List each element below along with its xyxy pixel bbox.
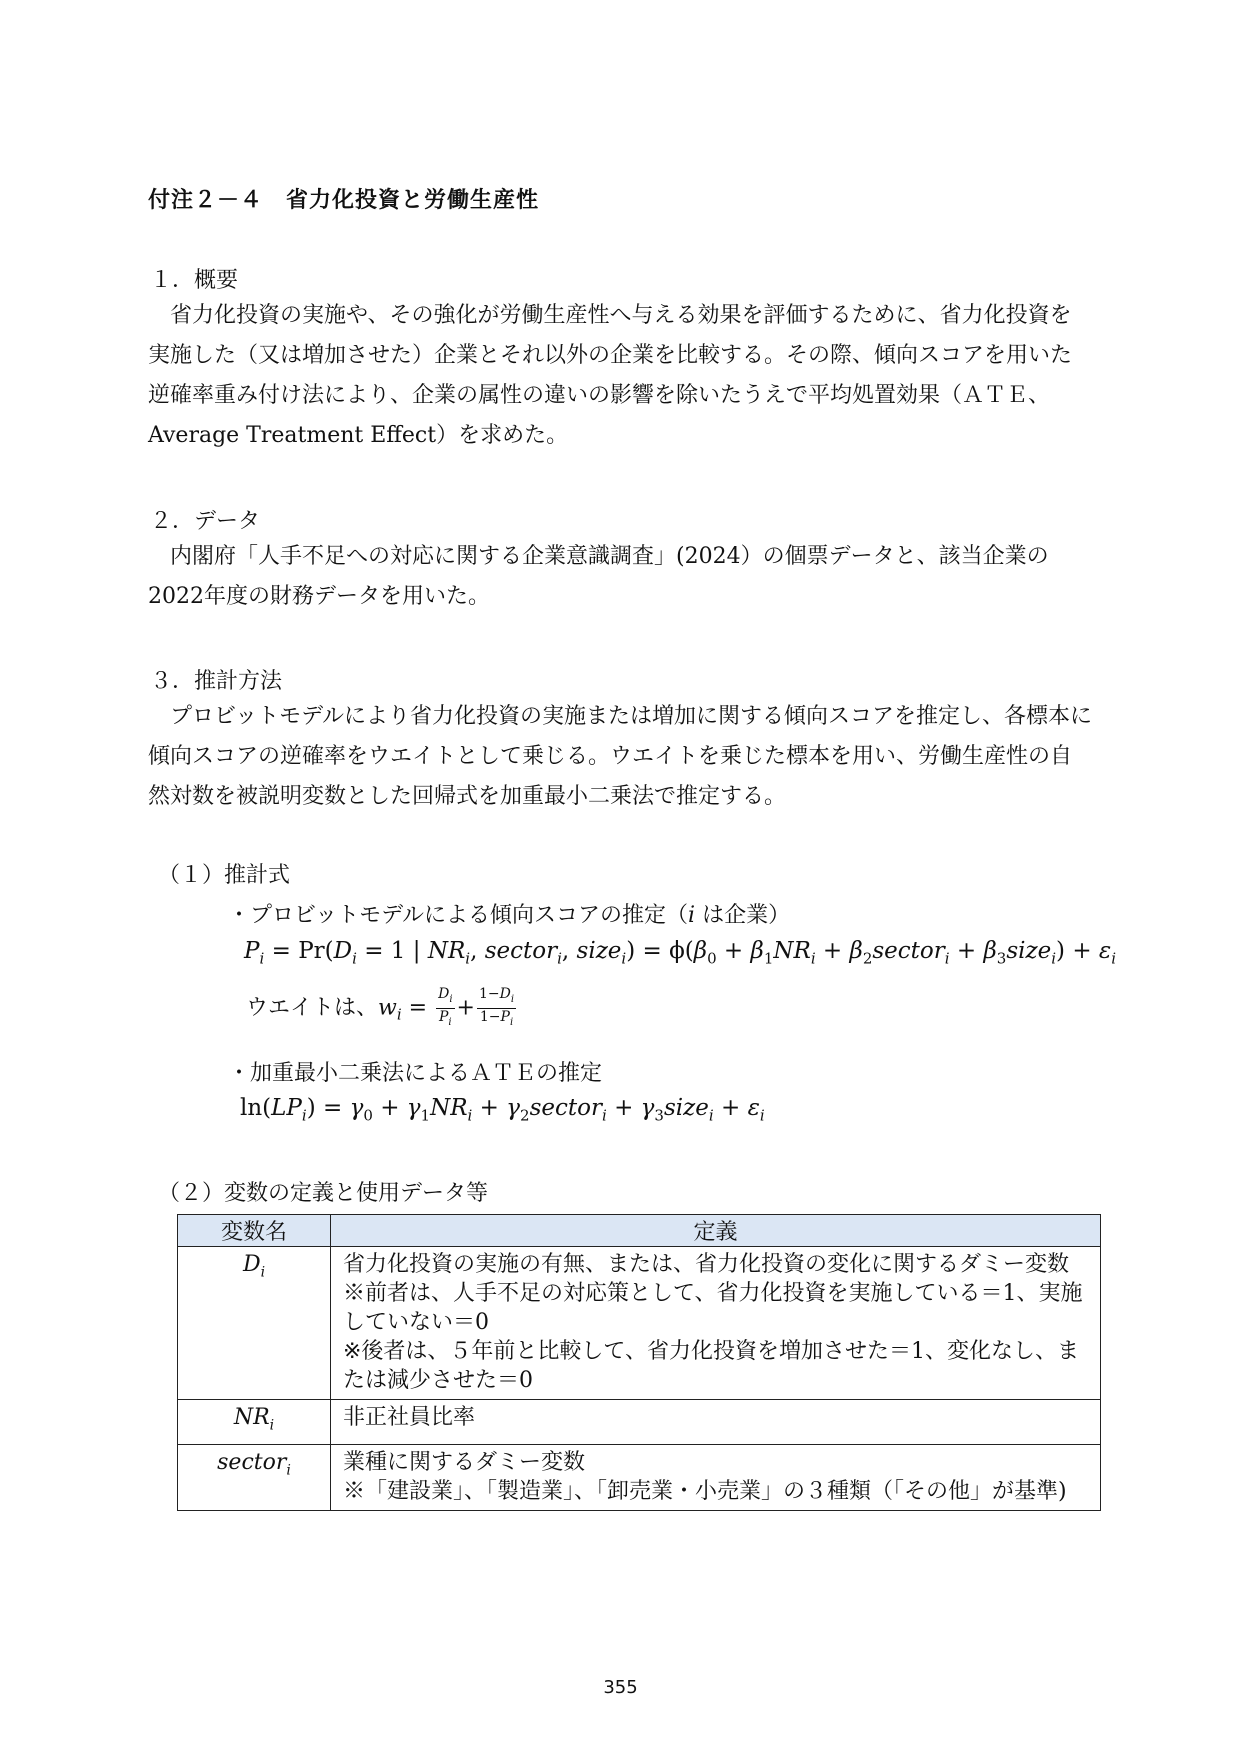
variables-table bbox=[177, 1214, 1101, 1511]
table-header-definition: 定義 bbox=[331, 1215, 1101, 1247]
variable-definition: 非正社員比率 bbox=[331, 1400, 1101, 1445]
bullet-wls: ・加重最小二乗法によるＡＴＥの推定 bbox=[228, 1061, 603, 1086]
page-number: 355 bbox=[603, 1677, 638, 1698]
table-row bbox=[178, 1445, 1101, 1511]
variable-definition: 省力化投資の実施の有無、または、省力化投資の変化に関するダミー変数 ※前者は、人手不足の対応策として、省力化投資を実施している＝1、実施していない＝0 ※後者は、５年前と比較して、省力化投資を増加させた＝1、変化なし、または減少させた＝0 bbox=[331, 1247, 1101, 1400]
paragraph-overview: 省力化投資の実施や、その強化が労働生産性へ与える効果を評価するために、省力化投資を実施した（又は増加させた）企業とそれ以外の企業を比較する。その際、傾向スコアを用いた逆確率重み付け法により、企業の属性の違いの影響を除いたうえで平均処置効果（ＡＴＥ、Average Treatment Effect）を求めた。 bbox=[148, 303, 1073, 448]
table-row bbox=[178, 1247, 1101, 1400]
paragraph-method: プロビットモデルにより省力化投資の実施または増加に関する傾向スコアを推定し、各標本に傾向スコアの逆確率をウエイトとして乗じる。ウエイトを乗じた標本を用い、労働生産性の自然対数を被説明変数とした回帰式を加重最小二乗法で推定する。 bbox=[148, 704, 1093, 809]
variable-name: $D_i$ bbox=[178, 1247, 331, 1400]
variable-definition: 業種に関するダミー変数 ※「建設業」、「製造業」、「卸売業・小売業」の３種類（「その他」が基準) bbox=[331, 1445, 1101, 1511]
equation-propensity-score: $P_i = Pr(D_i = 1$ | $NR_i$, sector$_i$, size$_i$) = $\phi(\beta_0 + \beta_1NR_i$ + $\beta_2sector_i$ + $\beta_3size_i) + \varepsilon_i$ bbox=[244, 938, 1117, 968]
section-heading-data: ２．データ bbox=[150, 509, 261, 534]
table-row bbox=[178, 1400, 1101, 1445]
section-heading-method: ３．推計方法 bbox=[150, 669, 283, 694]
equation-ate: $\ln(LP_i) = \gamma_0 + \gamma_1NR_i$ + $\gamma_2sector_i$ + $\gamma_3size_i + \varepsilon_i$ bbox=[240, 1095, 765, 1125]
bullet-probit: ・プロビットモデルによる傾向スコアの推定（i は企業） bbox=[228, 903, 791, 928]
section-heading-overview: １．概要 bbox=[150, 268, 239, 293]
paragraph-data: 内閣府「人手不足への対応に関する企業意識調査」(2024）の個票データと、該当企業の2022年度の財務データを用いた。 bbox=[148, 544, 1049, 609]
equation-weight: ウエイトは、$w_i$ = $\frac{D_i}{P_i}$ + $\frac{1-D_i}{1-P_i}$ bbox=[246, 986, 515, 1028]
variable-name: sector$_i$ bbox=[178, 1445, 331, 1511]
subheading-equations: （１）推計式 bbox=[158, 863, 291, 888]
page-title: 付注２－４ 省力化投資と労働生産性 bbox=[148, 188, 540, 213]
subheading-variables: （２）変数の定義と使用データ等 bbox=[158, 1181, 489, 1206]
table-header-variable: 変数名 bbox=[178, 1215, 331, 1247]
table-header-row bbox=[178, 1215, 1101, 1247]
variable-name: $NR_i$ bbox=[178, 1400, 331, 1445]
